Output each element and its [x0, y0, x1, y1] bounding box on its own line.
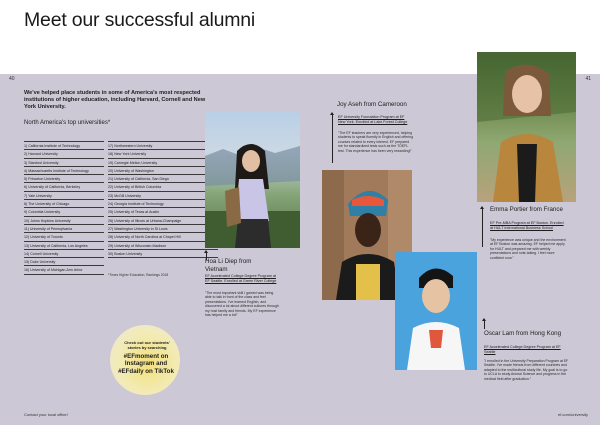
joy-name: Joy Aseh from Cameroon	[337, 101, 407, 108]
universities-table	[24, 141, 216, 275]
university-row: 10) Johns Hopkins University	[24, 217, 104, 225]
oscar-name: Oscar Lam from Hong Kong	[484, 330, 562, 337]
page-title: Meet our successful alumni	[24, 9, 256, 31]
university-row: 7) Yale University	[24, 192, 104, 200]
badge-lead-text: Check out our students' stories by searching	[124, 340, 170, 350]
emma-arrow-icon	[482, 207, 483, 247]
badge-hashtags: #EFmoment on Instagram and #EFdaily on TikTok	[118, 353, 174, 375]
university-row: 26) University of Illinois at Urbana-Champaign	[108, 217, 218, 225]
oscar-photo	[395, 252, 477, 370]
university-row: 16) University of Michigan-Ann Arbor	[24, 266, 104, 274]
university-row: 23) McGill University	[108, 192, 218, 200]
university-row: 1) California Institute of Technology	[24, 142, 104, 150]
intro-text: We've helped place students in some of America's most respected institutions of higher education, including Harvard, Cornell and New York University.	[24, 90, 206, 110]
university-row: 27) Washington University in St Louis	[108, 225, 218, 233]
universities-column-1	[24, 141, 104, 275]
university-row: 11) University of Pennsylvania	[24, 225, 104, 233]
university-row: 15) Duke University	[24, 258, 104, 266]
university-row: 18) New York University	[108, 150, 218, 158]
university-row: 25) University of Texas at Austin	[108, 208, 218, 216]
page-number-left: 40	[9, 76, 15, 82]
emma-name: Emma Portier from France	[490, 206, 563, 213]
university-row: 30) Boston University	[108, 250, 218, 258]
university-row: 9) Columbia University	[24, 208, 104, 216]
university-row: 12) University of Toronto	[24, 233, 104, 241]
university-row: 14) Cornell University	[24, 250, 104, 258]
university-row: 2) Harvard University	[24, 150, 104, 158]
university-row: 3) Stanford University	[24, 159, 104, 167]
universities-column-2	[108, 141, 218, 275]
hoa-name: Hoa Li Diep from Vietnam	[205, 258, 252, 273]
oscar-quote: "I enrolled in the University Preparation Program at EF Seattle. I've made friends from different countries and adapted to the multicultural study life. My goal is to go to UCLA to study Animal Science and progress in the medical field after graduation."	[484, 359, 569, 381]
university-row: 8) The University of Chicago	[24, 200, 104, 208]
emma-photo	[477, 52, 576, 202]
page-number-right: 41	[585, 76, 591, 82]
university-row: 6) University of California, Berkeley	[24, 183, 104, 191]
university-row: 4) Massachusetts Institute of Technology	[24, 167, 104, 175]
universities-title: North America's top universities*	[24, 120, 111, 126]
university-row: 22) University of British Columbia	[108, 183, 218, 191]
oscar-portrait-illustration	[395, 252, 477, 370]
joy-arrow-icon	[332, 113, 333, 163]
hoa-program: EF Accelerated College Degree Program at EF Seattle. Enrolled at Green River College	[205, 274, 277, 283]
oscar-arrow-icon	[484, 319, 485, 329]
hoa-photo	[205, 111, 300, 248]
social-badge	[110, 325, 180, 395]
university-row: 24) Georgia Institute of Technology	[108, 200, 218, 208]
university-row: 29) University of Wisconsin-Madison	[108, 242, 218, 250]
university-row: 20) University of Washington	[108, 167, 218, 175]
footer-contact: Contact your local office!	[24, 412, 68, 417]
university-row: 28) University of North Carolina at Chapel Hill	[108, 233, 218, 241]
emma-quote: "My experience was unique and the environment at EF Boston was amazing. EF helped me apply for HULT and prepared me with weekly presentations and note-taking. I feel more confident now."	[490, 238, 566, 260]
footer-url: ef.com/university	[557, 412, 588, 417]
emma-portrait-illustration	[477, 52, 576, 202]
hoa-quote: "The most important skill I gained was being able to talk in front of the class and feel presentations. I've learned English, and discovered a lot about different cultures through my host family and friends. My EF experience has helped me a lot!"	[205, 291, 279, 318]
university-row: 17) Northwestern University	[108, 142, 218, 150]
emma-program: EF Pre-MBA Program at EF Boston. Enrolled at HULT International Business School	[490, 221, 564, 230]
university-row: 21) University of California, San Diego	[108, 175, 218, 183]
rankings-footnote: *Times Higher Education, Rankings 2018	[108, 273, 169, 277]
joy-program: EF University Foundation Program at EF New York. Enrolled at Lake Forest College	[338, 115, 408, 124]
joy-quote: "The EF teachers are very experienced, helping students to speak fluently in English and offering courses related to every interest. EF prepared me for standardized tests such as the TOEFL test. This experience has been very rewarding!"	[338, 131, 414, 153]
university-row: 19) Carnegie Mellon University	[108, 159, 218, 167]
oscar-program: EF Accelerated College Degree Program at EF Seattle	[484, 345, 561, 354]
university-row: 5) Princeton University	[24, 175, 104, 183]
university-row: 13) University of California, Los Angeles	[24, 242, 104, 250]
hoa-portrait-illustration	[205, 111, 300, 248]
